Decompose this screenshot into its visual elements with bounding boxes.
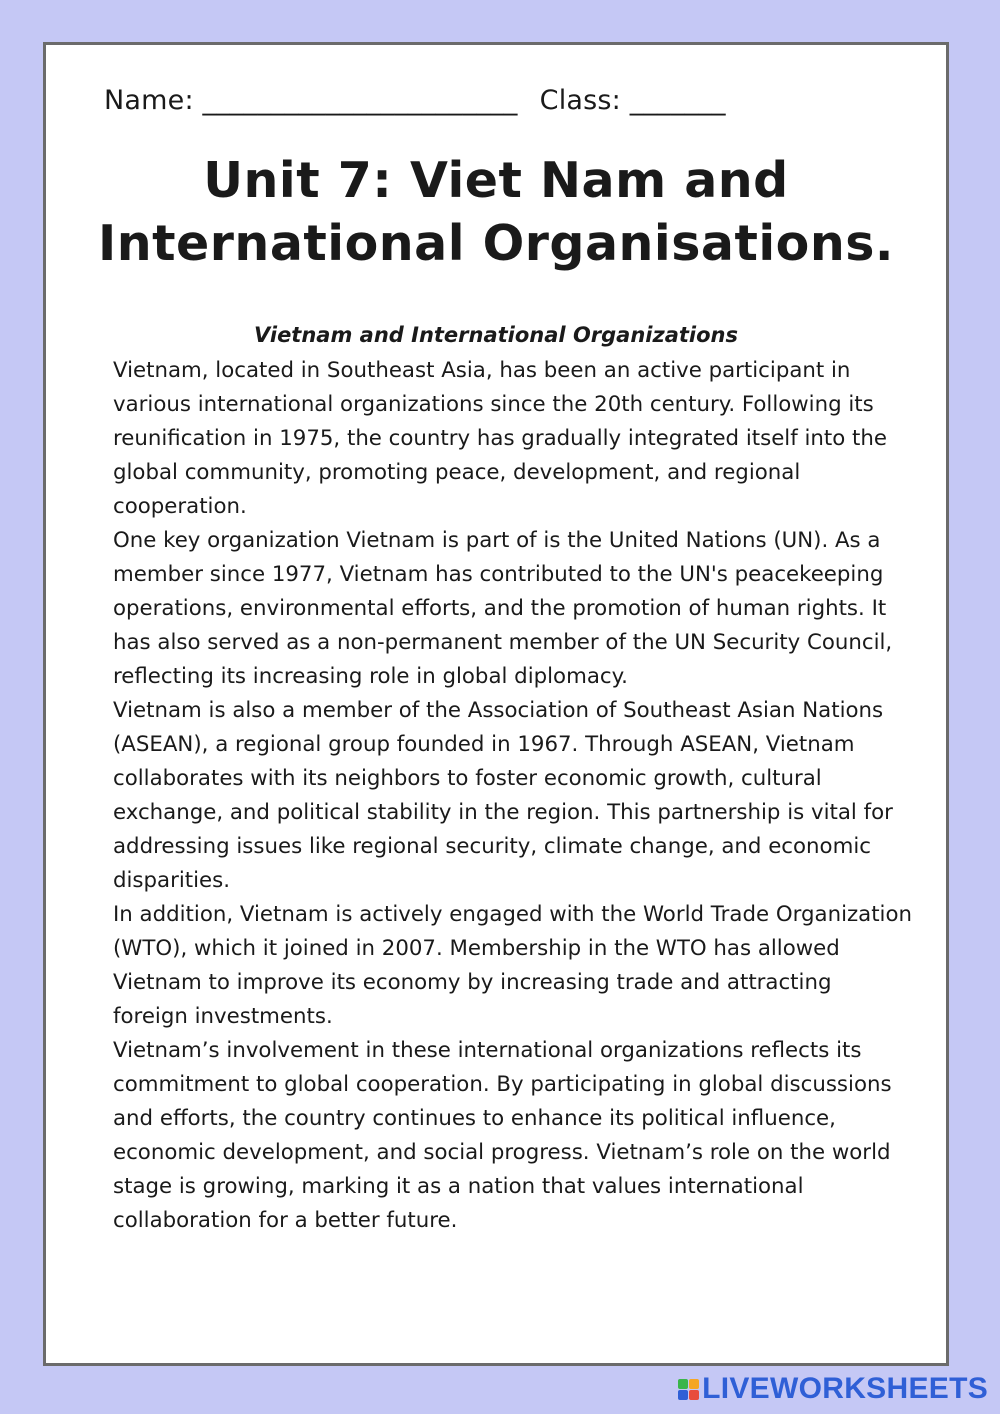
reading-passage	[113, 354, 913, 1238]
paragraph-3: Vietnam is also a member of the Association of Southeast Asian Nations (ASEAN), a regional group founded in 1967. Through ASEAN, Vietnam collaborates with its neighbors to foster economic growth, cultural exchange, and political stability in the region. This partnership is vital for addressing issues like regional security, climate change, and economic disparities.	[113, 698, 893, 893]
liveworksheets-brand[interactable]	[678, 1372, 988, 1406]
name-field-label: Name: _______________________	[104, 85, 518, 116]
paragraph-1: Vietnam, located in Southeast Asia, has been an active participant in various international organizations since the 20th century. Following its reunification in 1975, the country has gradually integrated itself into the global community, promoting peace, development, and regional cooperation.	[113, 358, 888, 519]
logo-square-green	[678, 1379, 688, 1389]
logo-square-red	[689, 1390, 699, 1400]
paragraph-5: Vietnam’s involvement in these international organizations reflects its commitment to global cooperation. By participating in global discussions and efforts, the country continues to enhance its political influence, economic development, and social progress. Vietnam’s role on the world stage is growing, marking it as a nation that values international collaboration for a better future.	[113, 1038, 892, 1233]
paragraph-2: One key organization Vietnam is part of is the United Nations (UN). As a member since 1977, Vietnam has contributed to the UN's peacekeeping operations, environmental efforts, and the promotion of human rights. It has also served as a non-permanent member of the UN Security Council, reflecting its increasing role in global diplomacy.	[113, 528, 893, 689]
page-title	[46, 149, 946, 275]
name-class-row	[104, 85, 726, 116]
logo-square-orange	[689, 1379, 699, 1389]
brand-text: LIVEWORKSHEETS	[702, 1372, 988, 1405]
paragraph-4: In addition, Vietnam is actively engaged with the World Trade Organization (WTO), which it joined in 2007. Membership in the WTO has allowed Vietnam to improve its economy by increasing trade and attracting foreign investments.	[113, 902, 913, 1029]
class-field-label: Class: _______	[539, 85, 726, 116]
logo-square-blue	[678, 1390, 688, 1400]
reading-subtitle: Vietnam and International Organizations	[253, 323, 739, 347]
worksheet-page	[43, 42, 949, 1366]
liveworksheets-logo-icon	[678, 1379, 699, 1400]
title-line-2: International Organisations.	[98, 215, 894, 272]
title-line-1: Unit 7: Viet Nam and	[203, 152, 789, 209]
